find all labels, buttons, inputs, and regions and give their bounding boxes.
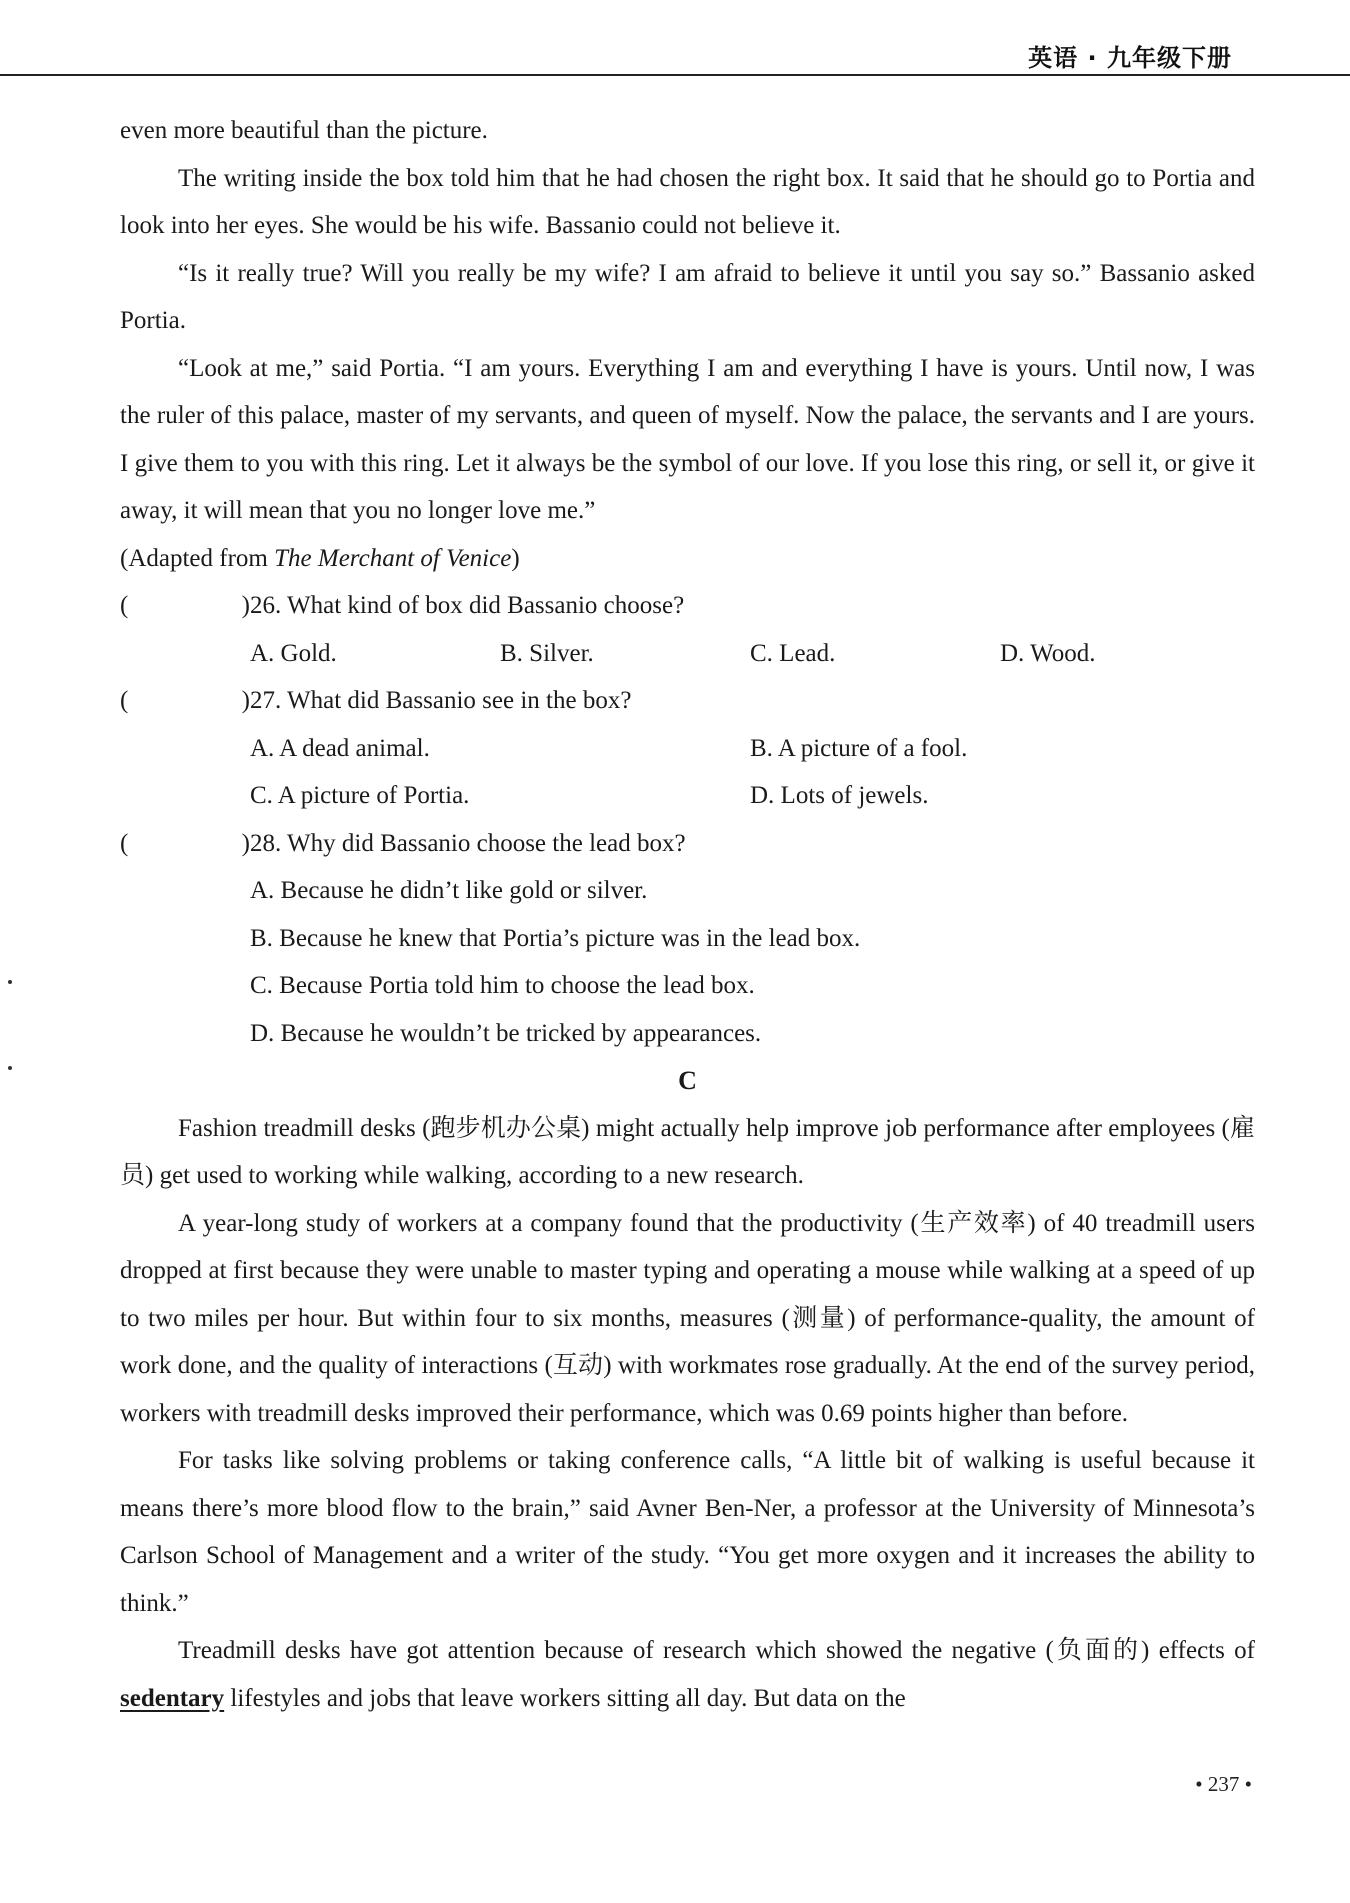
page-header bbox=[0, 34, 1350, 80]
passage-b-paragraph-1: even more beautiful than the picture. bbox=[120, 117, 488, 144]
header-rule bbox=[0, 74, 1350, 76]
option-b: B. Because he knew that Portia’s picture was in the lead box. bbox=[250, 924, 861, 952]
option-c: C. A picture of Portia. bbox=[250, 782, 470, 809]
source-title: The Merchant of Venice bbox=[274, 544, 512, 572]
book-title: 英语 · 九年级下册 bbox=[1028, 44, 1232, 72]
answer-blank[interactable]: ( ) bbox=[120, 592, 250, 619]
source-prefix: (Adapted from bbox=[120, 544, 275, 572]
option-d: D. Because he wouldn’t be tricked by appearances. bbox=[250, 1019, 762, 1047]
option-b: B. A picture of a fool. bbox=[750, 734, 968, 762]
passage-c-paragraph-1: Fashion treadmill desks (跑步机办公桌) might actually help improve job performance after employees (雇员) get used to working while walking, according to a new research. bbox=[120, 1114, 1255, 1189]
option-a: A. Gold. bbox=[250, 639, 337, 667]
passage-b-paragraph-3: “Is it really true? Will you really be my wife? I am afraid to believe it until you say so.” Bassanio asked Portia. bbox=[120, 259, 1255, 334]
answer-blank[interactable]: ( ) bbox=[120, 687, 250, 714]
page-content bbox=[120, 107, 1255, 1722]
option-d: D. Lots of jewels. bbox=[750, 782, 929, 809]
passage-c-paragraph-4: Treadmill desks have got attention because of research which showed the negative (负面的) effects of sedentary lifestyles and jobs that leave workers sitting all day. But data on the bbox=[120, 1637, 1255, 1712]
passage-source bbox=[120, 535, 1255, 583]
passage-c-paragraph-3: For tasks like solving problems or taking conference calls, “A little bit of walking is useful because it means there’s more blood flow to the brain,” said Avner Ben-Ner, a professor at the University of Minnesota’s Carlson School of Management and a writer of the study. “You get more oxygen and it increases the ability to think.” bbox=[120, 1447, 1255, 1617]
option-c: C. Lead. bbox=[750, 639, 836, 667]
margin-dot bbox=[8, 1066, 12, 1070]
question-28 bbox=[120, 820, 1255, 1058]
page-number: • 237 • bbox=[1195, 1772, 1252, 1796]
option-c: C. Because Portia told him to choose the lead box. bbox=[250, 972, 755, 999]
passage-c-paragraph-2: A year-long study of workers at a company found that the productivity (生产效率) of 40 treadmill users dropped at first because they were unable to master typing and operating a mouse while walking at a speed of up to two miles per hour. But within four to six months, measures (测量) of performance-quality, the amount of work done, and the quality of interactions (互动) with workmates rose gradually. At the end of the survey period, workers with treadmill desks improved their performance, which was 0.69 points higher than before. bbox=[120, 1209, 1255, 1427]
option-b: B. Silver. bbox=[500, 639, 594, 667]
option-a: A. A dead animal. bbox=[250, 734, 430, 762]
margin-dot bbox=[8, 980, 12, 984]
question-26 bbox=[120, 582, 1255, 677]
passage-b-paragraph-4: “Look at me,” said Portia. “I am yours. Everything I am and everything I have is yours. Until now, I was the ruler of this palace, master of my servants, and queen of myself. Now the palace, the servants and I are yours. I give them to you with this ring. Let it always be the symbol of our love. If you lose this ring, or sell it, or give it away, it will mean that you no longer love me.” bbox=[120, 354, 1255, 524]
source-suffix: ) bbox=[511, 544, 520, 572]
option-d: D. Wood. bbox=[1000, 639, 1096, 667]
section-heading-c: C bbox=[678, 1066, 697, 1095]
keyword-sedentary: sedentary bbox=[120, 1684, 225, 1712]
option-a: A. Because he didn’t like gold or silver. bbox=[250, 877, 648, 904]
question-stem: 27. What did Bassanio see in the box? bbox=[250, 687, 632, 714]
question-stem: 28. Why did Bassanio choose the lead box? bbox=[250, 829, 686, 857]
answer-blank[interactable]: ( ) bbox=[120, 829, 250, 857]
passage-b-paragraph-2: The writing inside the box told him that he had chosen the right box. It said that he should go to Portia and look into her eyes. She would be his wife. Bassanio could not believe it. bbox=[120, 164, 1255, 239]
question-27 bbox=[120, 677, 1255, 820]
question-stem: 26. What kind of box did Bassanio choose? bbox=[250, 592, 685, 619]
